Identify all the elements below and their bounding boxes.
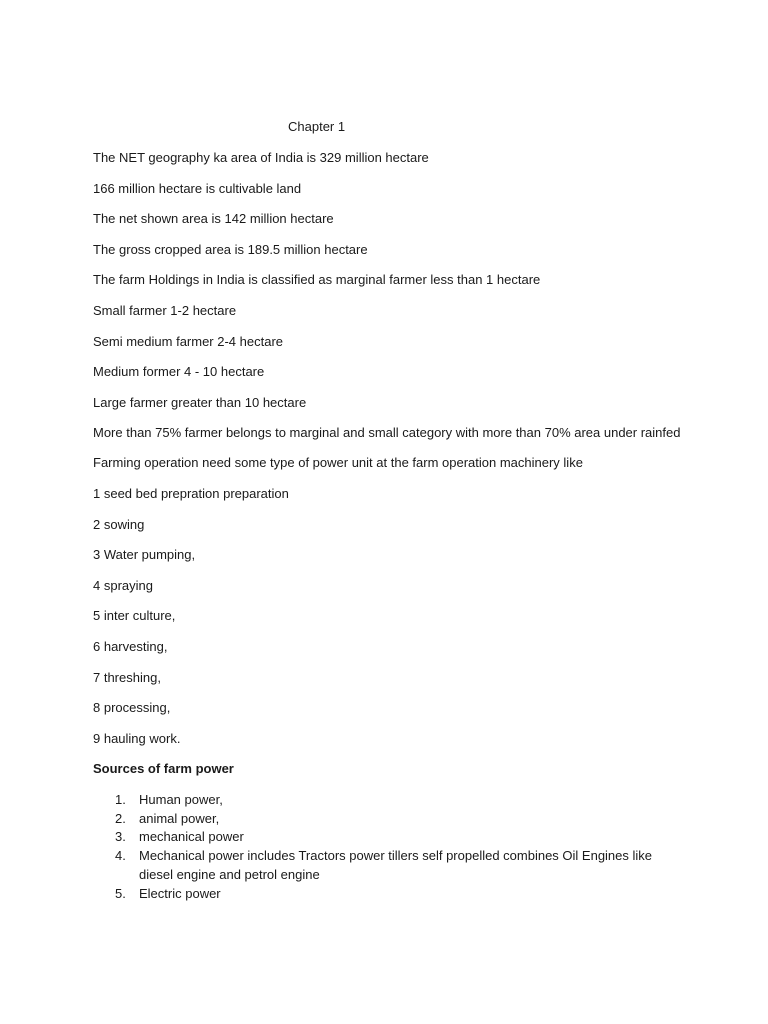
operation-item: 2 sowing <box>93 516 145 532</box>
list-number: 5. <box>115 885 126 901</box>
paragraph: Semi medium farmer 2-4 hectare <box>93 333 284 349</box>
paragraph: Large farmer greater than 10 hectare <box>93 394 307 410</box>
operation-item: 3 Water pumping, <box>93 547 196 563</box>
list-text: Human power, <box>139 791 223 807</box>
list-item <box>93 791 683 810</box>
paragraph: More than 75% farmer belongs to marginal and small category with more than 70% area under rainfed <box>93 425 681 441</box>
list-text: animal power, <box>139 810 220 826</box>
operation-item: 1 seed bed prepration preparation <box>93 485 289 501</box>
paragraph: The net shown area is 142 million hectare <box>93 211 334 227</box>
paragraph: Medium former 4 - 10 hectare <box>93 364 265 380</box>
list-number: 1. <box>115 791 126 807</box>
list-item <box>93 847 683 885</box>
list-text: Electric power <box>139 885 221 901</box>
paragraph: The gross cropped area is 189.5 million hectare <box>93 241 368 257</box>
list-item <box>93 885 683 904</box>
operation-item: 4 spraying <box>93 577 153 593</box>
list-number: 4. <box>115 848 126 864</box>
list-text: Mechanical power includes Tractors power tillers self propelled combines Oil Engines like diesel engine and petrol engine <box>139 848 653 883</box>
paragraph: 166 million hectare is cultivable land <box>93 180 302 196</box>
list-text: mechanical power <box>139 829 244 845</box>
paragraph: The farm Holdings in India is classified as marginal farmer less than 1 hectare <box>93 272 541 288</box>
operation-item: 7 threshing, <box>93 669 161 685</box>
list-item <box>93 810 683 829</box>
document-body <box>93 149 683 904</box>
list-number: 3. <box>115 829 126 845</box>
sources-heading: Sources of farm power <box>93 761 234 777</box>
paragraph: Small farmer 1-2 hectare <box>93 302 237 318</box>
operation-item: 5 inter culture, <box>93 608 176 624</box>
operation-item: 9 hauling work. <box>93 730 181 746</box>
list-item <box>93 828 683 847</box>
paragraph: The NET geography ka area of India is 329 million hectare <box>93 150 429 165</box>
paragraph: Farming operation need some type of power unit at the farm operation machinery like <box>93 455 583 471</box>
operation-item: 8 processing, <box>93 700 171 716</box>
list-number: 2. <box>115 810 126 826</box>
chapter-title: Chapter 1 <box>288 119 346 134</box>
operation-item: 6 harvesting, <box>93 638 168 654</box>
sources-list <box>93 791 683 904</box>
